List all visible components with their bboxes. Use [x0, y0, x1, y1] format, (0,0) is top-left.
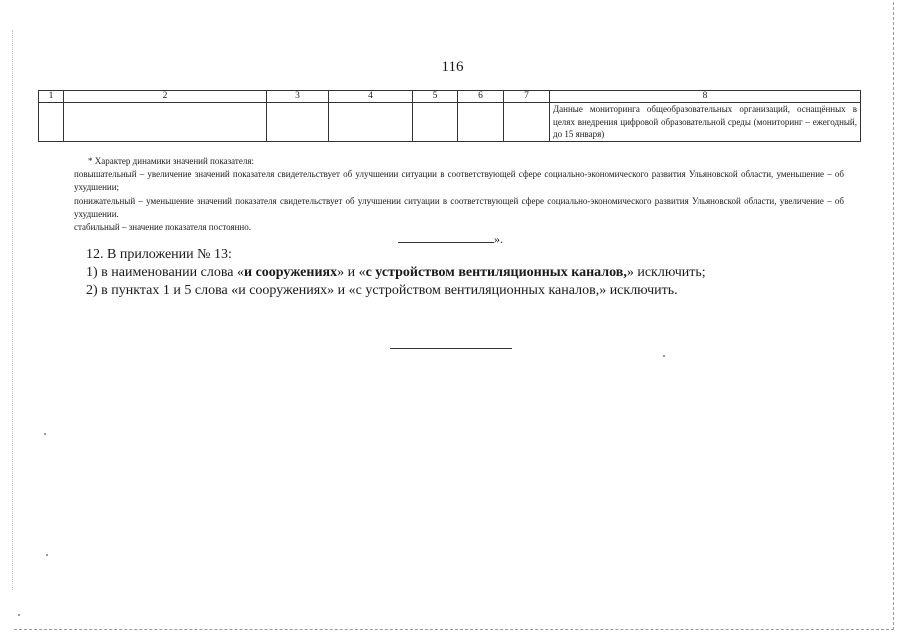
table-cell: [458, 103, 504, 142]
column-header: 1: [39, 91, 64, 103]
item1-middle: » и «: [337, 265, 366, 280]
column-header: 4: [329, 91, 413, 103]
closing-mark: ».: [494, 232, 503, 246]
amendment-text: [86, 246, 846, 300]
column-header: 2: [64, 91, 267, 103]
scan-speck: [46, 554, 48, 556]
table-cell: [64, 103, 267, 142]
scan-speck: [663, 355, 665, 357]
column-header: 5: [413, 91, 458, 103]
table-header-row: [39, 91, 861, 103]
item1-bold-phrase-2: с устройством вентиляционных каналов,: [365, 265, 627, 280]
page-number: 116: [441, 59, 464, 75]
scan-edge-bottom: [14, 629, 894, 630]
amendment-heading: 12. В приложении № 13:: [86, 247, 232, 262]
footnotes: [60, 155, 844, 234]
scan-edge-left: [12, 30, 13, 590]
column-header: 3: [267, 91, 329, 103]
table-cell: [329, 103, 413, 142]
table-cell: [413, 103, 458, 142]
scan-edge-right: [893, 2, 894, 630]
end-rule: [390, 348, 512, 349]
column-header: 7: [504, 91, 550, 103]
closing-rule: [398, 233, 494, 243]
indicator-table: [38, 90, 861, 142]
table-row: [39, 103, 861, 142]
item1-bold-phrase-1: и сооружениях: [244, 265, 338, 280]
column-header: 6: [458, 91, 504, 103]
scan-speck: [44, 433, 46, 435]
table-cell: [39, 103, 64, 142]
amendment-item-1: [86, 264, 846, 282]
item1-prefix: 1) в наименовании слова «: [86, 265, 244, 280]
data-source-cell: Данные мониторинга общеобразовательных организаций, оснащённых в целях внедрения цифровой образовательной среды (мониторинг – ежегодный, до 15 января): [550, 103, 861, 142]
amendment-item-2: 2) в пунктах 1 и 5 слова «и сооружениях» и «с устройством вентиляционных каналов,» исключить.: [86, 283, 678, 298]
closing-line: [398, 232, 503, 247]
table-cell: [267, 103, 329, 142]
table-cell: [504, 103, 550, 142]
item1-suffix: » исключить;: [626, 265, 706, 280]
footnote-decreasing: понижательный – уменьшение значений показателя свидетельствует об улучшении ситуации в соответствующей сфере социально-экономического развития Ульяновской области, увеличение – об ухудшении.: [74, 195, 844, 219]
scan-speck: [18, 614, 20, 616]
footnote-stable: стабильный – значение показателя постоянно.: [74, 222, 251, 233]
footnote-title: * Характер динамики значений показателя:: [88, 156, 254, 166]
column-header: 8: [550, 91, 861, 103]
footnote-increasing: повышательный – увеличение значений показателя свидетельствует об улучшении ситуации в соответствующей сфере социально-экономического развития Ульяновской области, уменьшение – об ухудшении;: [74, 169, 844, 193]
